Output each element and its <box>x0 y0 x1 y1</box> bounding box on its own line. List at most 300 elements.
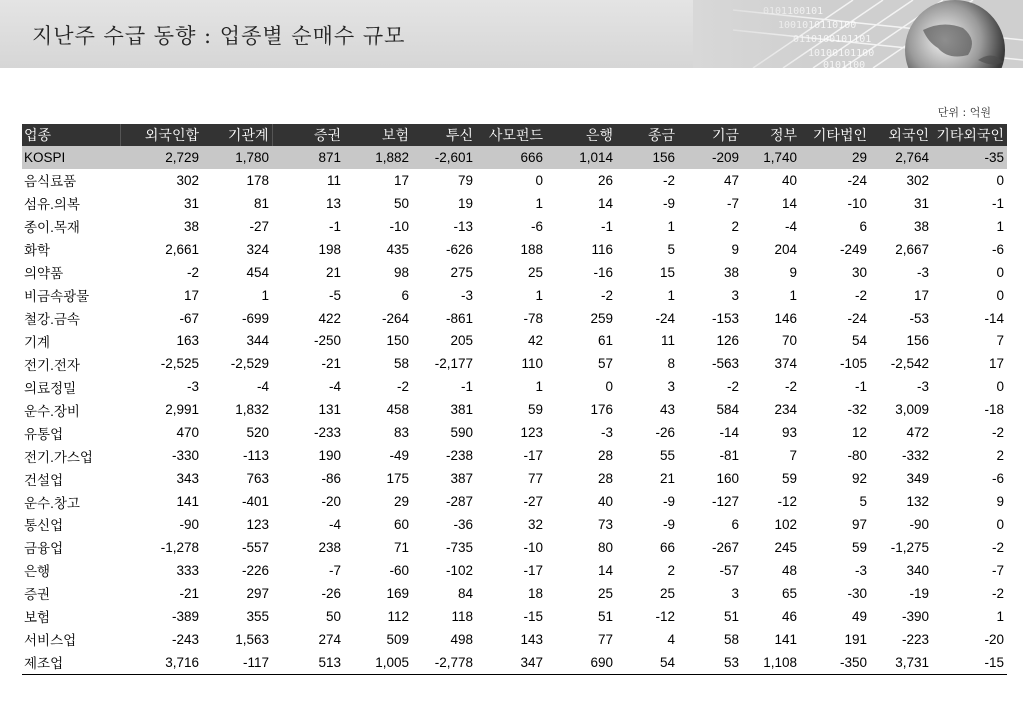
value-cell: 28 <box>597 471 613 487</box>
value-cell: 871 <box>272 146 344 169</box>
value-cell: -3 <box>916 264 929 280</box>
value-cell: -238 <box>445 448 473 464</box>
table-row <box>22 284 1007 307</box>
value-cell: 205 <box>450 333 473 349</box>
value-cell: -105 <box>839 356 867 372</box>
value-cell: 29 <box>800 146 870 169</box>
value-cell: 274 <box>318 631 341 647</box>
value-cell: 0 <box>996 172 1004 188</box>
value-cell: 690 <box>546 651 616 674</box>
value-cell: 141 <box>176 494 199 510</box>
value-cell: 1 <box>996 608 1004 624</box>
value-cell: 132 <box>906 494 929 510</box>
value-cell: 520 <box>246 425 269 441</box>
value-cell: 176 <box>590 402 613 418</box>
value-cell: 11 <box>326 172 341 188</box>
value-cell: 40 <box>597 494 613 510</box>
sector-name-cell: 철강.금속 <box>24 312 80 328</box>
value-cell: 84 <box>457 585 473 601</box>
value-cell: 9 <box>789 264 797 280</box>
value-cell: 355 <box>246 608 269 624</box>
value-cell: -626 <box>445 241 473 257</box>
sector-name-cell: 의약품 <box>24 266 64 282</box>
value-cell: 2,991 <box>165 402 199 418</box>
value-cell: 584 <box>716 402 739 418</box>
table-row <box>22 605 1007 628</box>
value-cell: 9 <box>996 494 1004 510</box>
column-header: 업종 <box>22 124 120 146</box>
value-cell: 3,716 <box>120 651 202 674</box>
value-cell: -6 <box>530 218 543 234</box>
value-cell: 160 <box>716 471 739 487</box>
sector-name-cell: 음식료품 <box>24 174 77 190</box>
value-cell: 13 <box>325 195 341 211</box>
value-cell: 123 <box>246 516 269 532</box>
value-cell: -12 <box>777 494 797 510</box>
value-cell: 110 <box>521 356 543 372</box>
value-cell: -3 <box>460 287 473 303</box>
sector-name-cell: 운수.창고 <box>24 495 80 511</box>
sector-name-cell: 증권 <box>24 587 51 603</box>
value-cell: 21 <box>659 471 675 487</box>
value-cell: 50 <box>325 608 341 624</box>
value-cell: 3 <box>667 379 675 395</box>
value-cell: 458 <box>386 402 409 418</box>
value-cell: 81 <box>253 195 269 211</box>
value-cell: 48 <box>781 562 797 578</box>
value-cell: 2,764 <box>870 146 932 169</box>
value-cell: -60 <box>389 562 409 578</box>
value-cell: 65 <box>781 585 797 601</box>
value-cell: 509 <box>386 631 409 647</box>
value-cell: 77 <box>597 631 613 647</box>
value-cell: -557 <box>241 539 269 555</box>
value-cell: 26 <box>597 172 613 188</box>
value-cell: -17 <box>523 448 543 464</box>
value-cell: -3 <box>854 562 867 578</box>
value-cell: 118 <box>451 608 473 624</box>
value-cell: -1 <box>328 218 341 234</box>
value-cell: 59 <box>781 471 797 487</box>
value-cell: 143 <box>520 631 543 647</box>
value-cell: -35 <box>932 146 1007 169</box>
value-cell: 112 <box>387 608 409 624</box>
value-cell: 7 <box>789 448 797 464</box>
value-cell: 12 <box>851 425 867 441</box>
value-cell: 2,661 <box>165 241 199 257</box>
value-cell: -10 <box>389 218 409 234</box>
value-cell: 324 <box>246 241 269 257</box>
value-cell: -9 <box>662 494 675 510</box>
value-cell: 116 <box>591 241 613 257</box>
value-cell: 6 <box>401 287 409 303</box>
value-cell: 150 <box>386 333 409 349</box>
value-cell: -3 <box>186 379 199 395</box>
value-cell: 1,108 <box>742 651 800 674</box>
sector-name-cell: 기계 <box>24 334 51 350</box>
column-header: 기금 <box>678 124 742 146</box>
value-cell: -7 <box>726 195 739 211</box>
value-cell: -27 <box>523 494 543 510</box>
value-cell: -30 <box>847 585 867 601</box>
value-cell: -12 <box>655 608 675 624</box>
value-cell: -15 <box>932 651 1007 674</box>
value-cell: -2 <box>854 287 867 303</box>
value-cell: 190 <box>318 448 341 464</box>
value-cell: 156 <box>616 146 678 169</box>
value-cell: 61 <box>597 333 613 349</box>
value-cell: 92 <box>851 471 867 487</box>
kospi-total-row <box>22 146 1007 169</box>
value-cell: 30 <box>851 264 867 280</box>
value-cell: -24 <box>847 172 867 188</box>
value-cell: 83 <box>393 425 409 441</box>
value-cell: -67 <box>179 310 199 326</box>
value-cell: -32 <box>847 402 867 418</box>
value-cell: 1,005 <box>344 651 412 674</box>
sector-name-cell: 건설업 <box>24 472 64 488</box>
value-cell: 470 <box>176 425 199 441</box>
value-cell: 8 <box>667 356 675 372</box>
value-cell: 1 <box>789 287 797 303</box>
value-cell: -2,542 <box>890 356 929 372</box>
value-cell: 31 <box>183 195 199 211</box>
globe-binary-decoration <box>693 0 1023 68</box>
value-cell: 38 <box>723 264 739 280</box>
value-cell: -330 <box>171 448 199 464</box>
value-cell: 51 <box>597 608 613 624</box>
value-cell: -127 <box>711 494 739 510</box>
value-cell: 0 <box>996 379 1004 395</box>
value-cell: 188 <box>520 241 543 257</box>
value-cell: 71 <box>393 539 409 555</box>
value-cell: 0 <box>996 264 1004 280</box>
value-cell: -18 <box>984 402 1004 418</box>
value-cell: 47 <box>723 172 739 188</box>
value-cell: -233 <box>313 425 341 441</box>
value-cell: -264 <box>381 310 409 326</box>
table-row <box>22 444 1007 467</box>
value-cell: 422 <box>318 310 341 326</box>
value-cell: -78 <box>523 310 543 326</box>
value-cell: -267 <box>711 539 739 555</box>
value-cell: -15 <box>523 608 543 624</box>
column-header: 투신 <box>412 124 476 146</box>
value-cell: 435 <box>386 241 409 257</box>
value-cell: 472 <box>906 425 929 441</box>
column-header: 외국인 <box>870 124 932 146</box>
column-header: 사모펀드 <box>476 124 546 146</box>
value-cell: 0 <box>605 379 613 395</box>
value-cell: 7 <box>996 333 1004 349</box>
value-cell: -1 <box>854 379 867 395</box>
value-cell: -2 <box>991 425 1004 441</box>
value-cell: 234 <box>774 402 797 418</box>
value-cell: 3,009 <box>895 402 929 418</box>
value-cell: 17 <box>913 287 929 303</box>
value-cell: -53 <box>909 310 929 326</box>
value-cell: 1 <box>261 287 269 303</box>
value-cell: 340 <box>906 562 929 578</box>
value-cell: -20 <box>984 631 1004 647</box>
value-cell: 1,014 <box>546 146 616 169</box>
value-cell: -6 <box>991 241 1004 257</box>
table-row <box>22 536 1007 559</box>
value-cell: 50 <box>393 195 409 211</box>
value-cell: 54 <box>851 333 867 349</box>
value-cell: 131 <box>318 402 341 418</box>
value-cell: -102 <box>445 562 473 578</box>
value-cell: -13 <box>453 218 473 234</box>
value-cell: 59 <box>527 402 543 418</box>
value-cell: 245 <box>774 539 797 555</box>
sector-name-cell: 종이.목재 <box>24 220 80 236</box>
value-cell: 1 <box>535 379 543 395</box>
value-cell: 15 <box>659 264 675 280</box>
value-cell: -16 <box>593 264 613 280</box>
sector-name-cell: KOSPI <box>22 146 120 169</box>
sector-name-cell: 운수.장비 <box>24 403 80 419</box>
value-cell: 6 <box>731 516 739 532</box>
value-cell: 0 <box>996 287 1004 303</box>
value-cell: 58 <box>393 356 409 372</box>
value-cell: -209 <box>678 146 742 169</box>
value-cell: 1 <box>667 287 675 303</box>
value-cell: 156 <box>906 333 929 349</box>
value-cell: 141 <box>774 631 797 647</box>
value-cell: 49 <box>851 608 867 624</box>
value-cell: -24 <box>655 310 675 326</box>
sector-name-cell: 섬유.의복 <box>24 197 80 213</box>
value-cell: 29 <box>393 494 409 510</box>
value-cell: -49 <box>389 448 409 464</box>
value-cell: -350 <box>800 651 870 674</box>
value-cell: 175 <box>386 471 409 487</box>
table-row <box>22 490 1007 513</box>
value-cell: 387 <box>450 471 473 487</box>
value-cell: -117 <box>202 651 272 674</box>
value-cell: -1,275 <box>890 539 929 555</box>
value-cell: -6 <box>991 471 1004 487</box>
column-header: 증권 <box>272 124 344 146</box>
value-cell: -249 <box>839 241 867 257</box>
value-cell: 333 <box>176 562 199 578</box>
value-cell: 169 <box>386 585 409 601</box>
table-row <box>22 651 1007 674</box>
sector-net-buy-table <box>22 124 1007 675</box>
sector-name-cell: 의료정밀 <box>24 380 77 396</box>
table-row <box>22 559 1007 582</box>
sector-name-cell: 제조업 <box>22 651 120 674</box>
value-cell: -90 <box>179 516 199 532</box>
value-cell: 46 <box>781 608 797 624</box>
value-cell: -2 <box>600 287 613 303</box>
value-cell: -3 <box>600 425 613 441</box>
value-cell: 343 <box>176 471 199 487</box>
value-cell: 73 <box>597 516 613 532</box>
value-cell: 3,731 <box>870 651 932 674</box>
value-cell: 42 <box>527 333 543 349</box>
value-cell: 1 <box>996 218 1004 234</box>
value-cell: -14 <box>719 425 739 441</box>
unit-label: 단위 : 억원 <box>937 106 991 119</box>
value-cell: 0 <box>996 516 1004 532</box>
value-cell: 25 <box>659 585 675 601</box>
value-cell: 31 <box>913 195 929 211</box>
value-cell: 513 <box>272 651 344 674</box>
value-cell: 59 <box>851 539 867 555</box>
value-cell: -287 <box>445 494 473 510</box>
sector-name-cell: 유통업 <box>24 426 64 442</box>
table-row <box>22 628 1007 651</box>
value-cell: 178 <box>246 172 269 188</box>
value-cell: -4 <box>784 218 797 234</box>
value-cell: 454 <box>246 264 269 280</box>
value-cell: -57 <box>719 562 739 578</box>
table-row <box>22 261 1007 284</box>
value-cell: 1,780 <box>202 146 272 169</box>
value-cell: -401 <box>241 494 269 510</box>
value-cell: -5 <box>328 287 341 303</box>
value-cell: -735 <box>445 539 473 555</box>
value-cell: -9 <box>662 516 675 532</box>
value-cell: 198 <box>318 241 341 257</box>
column-header: 기타법인 <box>800 124 870 146</box>
value-cell: 191 <box>844 631 867 647</box>
value-cell: 1 <box>535 287 543 303</box>
table-row <box>22 307 1007 330</box>
sector-name-cell: 통신업 <box>24 518 64 534</box>
value-cell: 3 <box>731 287 739 303</box>
value-cell: -90 <box>909 516 929 532</box>
value-cell: 163 <box>176 333 199 349</box>
value-cell: 1,740 <box>742 146 800 169</box>
value-cell: -1 <box>460 379 473 395</box>
value-cell: 11 <box>660 333 675 349</box>
value-cell: -113 <box>242 448 269 464</box>
value-cell: 4 <box>667 631 675 647</box>
value-cell: 2,729 <box>120 146 202 169</box>
table-row <box>22 513 1007 536</box>
table-row <box>22 330 1007 353</box>
value-cell: 40 <box>781 172 797 188</box>
value-cell: 498 <box>450 631 473 647</box>
value-cell: 6 <box>859 218 867 234</box>
value-cell: -250 <box>313 333 341 349</box>
value-cell: 93 <box>781 425 797 441</box>
value-cell: 1,832 <box>235 402 269 418</box>
value-cell: 123 <box>520 425 543 441</box>
value-cell: -389 <box>171 608 199 624</box>
table-row <box>22 169 1007 192</box>
table-row <box>22 398 1007 421</box>
value-cell: 763 <box>246 471 269 487</box>
value-cell: -2 <box>396 379 409 395</box>
value-cell: 2 <box>667 562 675 578</box>
page-header <box>0 0 1023 68</box>
value-cell: 2 <box>996 448 1004 464</box>
value-cell: 70 <box>781 333 797 349</box>
value-cell: 17 <box>183 287 199 303</box>
value-cell: -27 <box>249 218 269 234</box>
value-cell: -2 <box>991 539 1004 555</box>
column-header: 기타외국인 <box>932 124 1007 146</box>
value-cell: -4 <box>328 516 341 532</box>
value-cell: 349 <box>906 471 929 487</box>
column-header: 은행 <box>546 124 616 146</box>
value-cell: 58 <box>723 631 739 647</box>
value-cell: -14 <box>984 310 1004 326</box>
sector-name-cell: 전기.가스업 <box>24 449 93 465</box>
table-row <box>22 192 1007 215</box>
value-cell: 14 <box>597 195 613 211</box>
table-row <box>22 238 1007 261</box>
value-cell: -699 <box>241 310 269 326</box>
value-cell: -2 <box>186 264 199 280</box>
value-cell: 51 <box>723 608 739 624</box>
value-cell: 126 <box>716 333 739 349</box>
value-cell: -2 <box>662 172 675 188</box>
value-cell: -7 <box>991 562 1004 578</box>
sector-name-cell: 화학 <box>24 243 51 259</box>
value-cell: -332 <box>901 448 929 464</box>
value-cell: 381 <box>450 402 473 418</box>
table-row <box>22 215 1007 238</box>
table-row <box>22 582 1007 605</box>
value-cell: -24 <box>847 310 867 326</box>
value-cell: -17 <box>523 562 543 578</box>
value-cell: -243 <box>171 631 199 647</box>
value-cell: -26 <box>321 585 341 601</box>
value-cell: 38 <box>183 218 199 234</box>
value-cell: 302 <box>176 172 199 188</box>
value-cell: 53 <box>678 651 742 674</box>
value-cell: 14 <box>781 195 797 211</box>
value-cell: 21 <box>325 264 341 280</box>
value-cell: 80 <box>597 539 613 555</box>
value-cell: -2 <box>726 379 739 395</box>
value-cell: -86 <box>321 471 341 487</box>
value-cell: 3 <box>731 585 739 601</box>
value-cell: 28 <box>597 448 613 464</box>
table-row <box>22 467 1007 490</box>
column-header: 외국인합 <box>120 124 202 146</box>
value-cell: -80 <box>847 448 867 464</box>
value-cell: 55 <box>659 448 675 464</box>
value-cell: -10 <box>847 195 867 211</box>
value-cell: 1 <box>535 195 543 211</box>
value-cell: 17 <box>988 356 1004 372</box>
value-cell: 590 <box>450 425 473 441</box>
value-cell: -390 <box>901 608 929 624</box>
value-cell: -2 <box>784 379 797 395</box>
table-body <box>22 146 1007 674</box>
value-cell: 43 <box>659 402 675 418</box>
sector-name-cell: 보험 <box>24 610 51 626</box>
value-cell: -26 <box>655 425 675 441</box>
value-cell: -1 <box>600 218 613 234</box>
sector-name-cell: 비금속광물 <box>24 289 90 305</box>
value-cell: 79 <box>457 172 473 188</box>
value-cell: 102 <box>774 516 797 532</box>
table-row <box>22 352 1007 375</box>
page-title: 지난주 수급 동향 : 업종별 순매수 규모 <box>32 24 406 48</box>
value-cell: 302 <box>906 172 929 188</box>
table-row <box>22 375 1007 398</box>
value-cell: -21 <box>179 585 199 601</box>
value-cell: 25 <box>597 585 613 601</box>
value-cell: 32 <box>527 516 543 532</box>
